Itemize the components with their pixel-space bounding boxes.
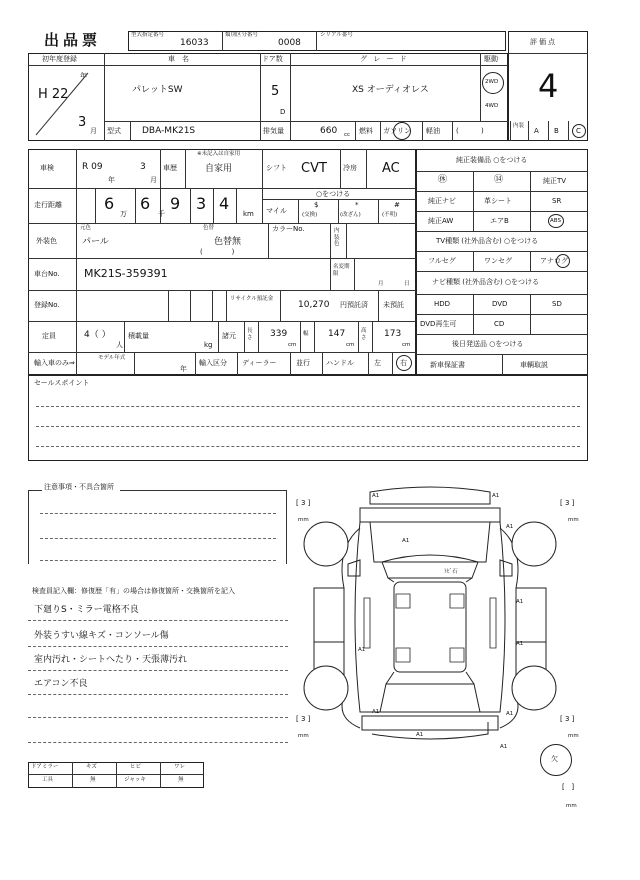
tool-value: ジャッキ [124,777,146,783]
model-value: DBA-MK21S [142,126,196,136]
ac-value: AC [382,161,400,176]
interior-grade-b: B [554,127,559,135]
spare-bracket: [ ] [562,783,575,791]
diesel-label: 軽油 [426,127,440,135]
capacity-value: 4（ ） [84,330,111,340]
damage-mark: A1 [372,709,380,715]
load-unit: kg [204,341,213,349]
drive-2wd: 2WD [485,79,499,85]
tool-header: ドアミラー [31,764,59,770]
tv-oneseg: ワンセグ [484,257,512,265]
serial-label: シリアル番号 [320,32,353,38]
mileage-sen: 千 [158,210,165,218]
tread-bracket-fl: [ 3 ] [296,499,311,507]
car-name-label: 車 名 [168,55,189,63]
capacity-unit: 人 [116,341,123,349]
shinsei-number: 16033 [180,38,209,48]
tread-bracket-rl: [ 3 ] [296,715,311,723]
first-reg-label: 初年度登録 [42,55,77,63]
equip-wheel: ⑭ [494,175,504,185]
fuel-value: ガソリン [383,127,411,135]
equip-tv: 純正TV [543,177,567,185]
recycle-unpaid: 未預託 [383,301,404,309]
chassis-number: MK21S-359391 [84,267,168,280]
tool-header: キズ [86,764,97,770]
navi-cd: CD [494,320,505,328]
width-value: 147 [328,329,346,339]
year-suffix: 年 [80,72,87,80]
equip-leather: 革シート [484,197,512,205]
load-label: 積載量 [128,332,149,340]
damage-mark: A1 [358,647,366,653]
mileage-circle-note: ○をつける [316,190,351,198]
ruibetsu-label: 類別区分番号 [225,32,259,38]
equip-title: 純正装備品 ○をつける [456,156,528,164]
meihen-day: 日 [404,281,410,287]
tv-fullseg: フルセグ [428,257,456,265]
import-kubun-label: 輸入区分 [199,359,227,367]
note-line: 下廻りS・ミラー電格不良 [34,605,139,615]
spare-unit: mm [566,803,577,809]
navi-title: ナビ種類 (社外品含む) ○をつける [432,278,540,286]
interior-label: 内装 [513,123,525,129]
tool-header: ヒビ [130,764,142,770]
reki-note: ※未記入は自家用 [197,151,241,157]
shift-label: シフト [266,164,287,172]
reg-label: 登録No. [34,301,60,309]
later-title: 後日発送品 ○をつける [452,340,524,348]
tread-bracket-fr: [ 3 ] [560,499,575,507]
tv-title: TV種類 (社外品含む) ○をつける [436,237,539,245]
note-line: エアコン不良 [34,679,88,689]
recycle-label: リサイクル預託金 [230,296,274,302]
interior-grade-c: C [576,127,581,135]
color-paren: ( ) [200,248,235,256]
color-label: 外装色 [36,237,57,245]
import-label: 輸入車のみ⇒ [34,359,75,367]
length-label: 長さ [247,328,253,341]
equip-keyless: ㊡ [438,175,448,185]
drive-4wd: 4WD [485,103,499,109]
interior-grade-a: A [534,127,539,135]
damage-mark: A1 [402,538,410,544]
mileage-digit: 6 [140,194,151,213]
damage-mark: A1 [372,493,380,499]
equip-aw: 純正AW [428,217,454,225]
symbol-star: * [355,201,359,209]
width-label: 幅 [303,331,309,337]
eval-score: 4 [538,67,559,105]
reki-value: 自家用 [205,164,233,174]
tread-unit: mm [568,733,579,739]
meihen-month: 月 [378,281,384,287]
note-line: 外装うすい線キズ・コンソール傷 [34,631,169,641]
tool-value: 無 [90,777,96,783]
shaken-label: 車検 [40,164,54,172]
fuel-label: 燃料 [359,127,373,135]
shaken-month-suffix: 月 [150,176,157,184]
disp-value: 660 [320,126,338,136]
model-label: 型式 [107,127,121,135]
navi-sd: SD [552,300,562,308]
shaken-month: 3 [140,162,146,172]
damage-mark: A1 [516,599,524,605]
page-title: 出品票 [44,31,102,49]
height-value: 173 [384,329,402,339]
mileage-digit: 9 [170,194,181,213]
damage-mark: A1 [506,711,514,717]
equip-abs: ABS [550,218,561,224]
mileage-digit: 6 [104,194,115,213]
mile-label: マイル [266,207,287,215]
shift-value: CVT [301,161,327,176]
mileage-label: 走行距離 [34,201,62,209]
color-change-label: 色替 [203,225,215,231]
ac-label: 冷房 [343,164,357,172]
car-name: パレットSW [132,85,183,95]
chassis-label: 車台No. [34,270,60,278]
color-change-value: 色替無 [214,237,242,247]
handle-label: ハンドル [326,359,354,367]
height-label: 高さ [361,328,367,341]
notes-title: 注意事項・不具合箇所 [44,483,114,491]
doors-value: 5 [271,84,280,99]
navi-dvd-play: DVD再生可 [420,320,457,328]
equip-navi: 純正ナビ [428,197,456,205]
shaken-year-suffix: 年 [108,176,115,184]
damage-mark: A1 [506,524,514,530]
height-unit: cm [402,342,411,348]
color-no-label: カラーNo. [272,225,305,233]
kokan-label: (交換) [302,212,318,218]
equip-sunroof: SR [552,197,562,205]
damage-mark: A1 [492,493,500,499]
mileage-digit: 3 [196,194,207,213]
tool-value: 無 [178,777,184,783]
tread-unit: mm [568,517,579,523]
spec-label: 諸元 [222,332,236,340]
model-year-label: モデル年式 [98,355,126,361]
mileage-digit: 4 [219,194,230,213]
disp-unit: cc [344,132,351,138]
shaken-era: R 09 [82,162,103,172]
meihen-label: 名変期限 [333,264,350,278]
later-warranty: 新車保証書 [430,361,465,369]
color-value: パール [82,237,109,247]
sales-point-box [28,375,588,461]
color-orig-label: 元色 [80,225,92,231]
first-reg-month: 3 [78,115,87,130]
tread-bracket-rr: [ 3 ] [560,715,575,723]
symbol-dollar: $ [314,201,319,209]
doors-d: D [280,108,286,116]
note-line: 室内汚れ・シートへたり・天張薄汚れ [34,655,188,665]
navi-dvd: DVD [492,300,508,308]
car-diagram [300,478,560,758]
import-dealer: ディーラー [242,359,277,367]
damage-mark: A1 [500,744,508,750]
kaizan-label: (改ざん) [340,212,361,218]
tv-analog: アナログ [540,257,568,265]
navi-hdd: HDD [434,300,451,308]
eval-label: 評価点 [530,38,557,46]
damage-mark: A1 [416,732,424,738]
damage-mark: A1 [516,641,524,647]
later-manual: 車輌取説 [520,361,548,369]
diesel-paren: ( ) [456,127,484,135]
mileage-km: km [243,210,254,218]
stone-chip-label: ﾄﾋﾞ石 [444,569,458,575]
recycle-value: 10,270 [298,300,330,310]
spare-missing: 欠 [551,755,558,763]
disp-label: 排気量 [263,127,284,135]
shinsei-label: 型式指定番号 [131,32,165,38]
tool-value: 工具 [42,777,54,783]
handle-right: 右 [400,359,407,367]
month-suffix: 月 [90,127,97,135]
inspector-note: 検査員記入欄：修復歴「有」の場合は修復箇所・交換箇所を記入 [32,587,235,595]
length-value: 339 [270,329,288,339]
reki-label: 車歴 [163,164,177,172]
doors-label: ドア数 [262,55,283,63]
width-unit: cm [346,342,355,348]
drive-label: 駆動 [484,55,498,63]
tool-header: ワレ [174,764,186,770]
first-reg-era: H 22 [38,87,69,102]
handle-left: 左 [374,359,381,367]
symbol-hash: # [394,201,400,209]
tread-unit: mm [298,733,309,739]
grade-value: XS オーディオレス [352,85,429,95]
sales-point-label: セールスポイント [34,379,90,387]
model-year-suffix: 年 [180,365,187,373]
equip-airbag: エアB [490,217,509,225]
import-parallel: 並行 [296,359,310,367]
tread-unit: mm [298,517,309,523]
interior-color-label: 内装色 [334,228,340,248]
ruibetsu-number: 0008 [278,38,301,48]
length-unit: cm [288,342,297,348]
capacity-label: 定員 [42,332,56,340]
grade-label: グ レ ー ド [360,55,409,63]
mileage-man: 万 [120,210,127,218]
fumei-label: (不明) [382,212,398,218]
recycle-unit: 円預託済 [340,301,368,309]
